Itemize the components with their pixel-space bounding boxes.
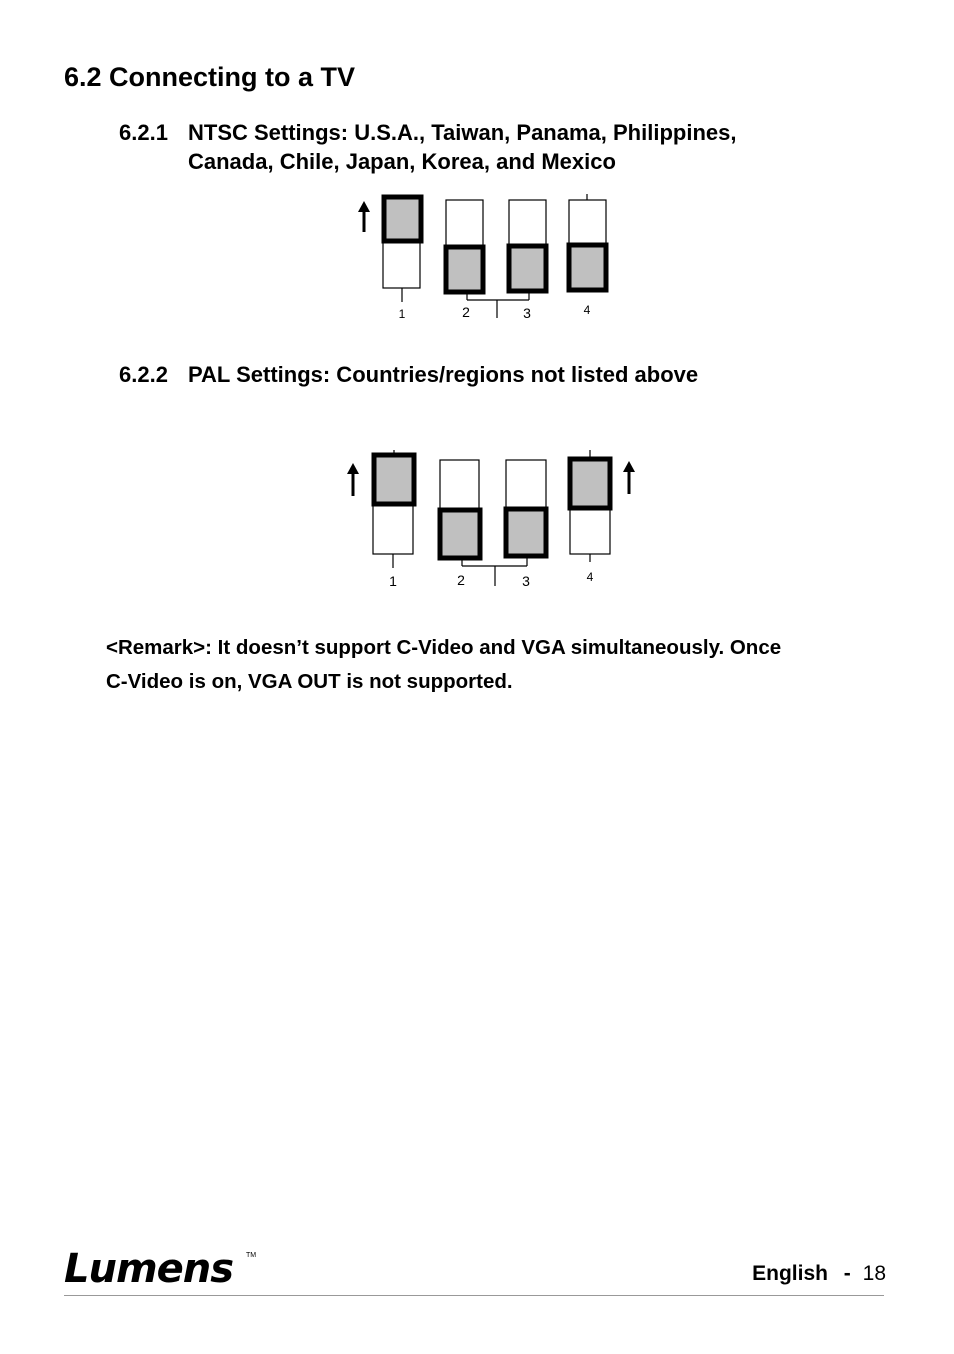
trademark-mark: TM xyxy=(246,1252,257,1259)
footer-divider xyxy=(64,1295,884,1296)
brand-wordmark: Lumens xyxy=(64,1246,234,1290)
pal-heading-title: PAL Settings: Countries/regions not listed above xyxy=(188,362,699,387)
remark-line-1: <Remark>: It doesn’t support C-Video and VGA simultaneously. Once xyxy=(106,636,782,659)
pal-switch-label-1: 1 xyxy=(389,573,397,589)
up-arrow-icon xyxy=(623,461,635,494)
ntsc-switch-label-2: 2 xyxy=(462,304,470,320)
ntsc-switch-label-4: 4 xyxy=(583,303,591,317)
ntsc-dip-switch-diagram xyxy=(350,190,620,326)
ntsc-switch-label-3: 3 xyxy=(523,305,531,321)
footer-separator: - xyxy=(843,1262,851,1285)
footer-language: English xyxy=(752,1262,828,1285)
pal-switch-1 xyxy=(373,450,414,568)
ntsc-switch-label-1: 1 xyxy=(398,307,406,321)
pal-heading xyxy=(119,360,879,390)
pal-dip-switch-diagram xyxy=(340,444,640,594)
pal-switch-label-4: 4 xyxy=(586,570,594,584)
up-arrow-icon xyxy=(358,201,370,232)
ntsc-heading-line2: Canada, Chile, Japan, Korea, and Mexico xyxy=(188,149,616,174)
ntsc-heading xyxy=(119,118,879,178)
pal-heading-number: 6.2.2 xyxy=(119,362,168,387)
remark-line-2: C-Video is on, VGA OUT is not supported. xyxy=(106,670,513,693)
pal-switch-2 xyxy=(440,460,480,566)
page-number: 18 xyxy=(862,1262,886,1285)
ntsc-switch-1 xyxy=(383,197,421,302)
lumens-logo xyxy=(62,1246,262,1290)
pal-switch-3 xyxy=(506,460,546,566)
ntsc-switch-3 xyxy=(509,200,546,300)
switch-2-3-bracket xyxy=(467,300,529,318)
page-footer-label xyxy=(752,1262,886,1286)
remark-note xyxy=(106,631,876,699)
ntsc-switch-2 xyxy=(446,200,483,300)
ntsc-switch-4 xyxy=(569,194,606,290)
pal-switch-4 xyxy=(570,450,610,562)
ntsc-heading-number: 6.2.1 xyxy=(119,120,168,145)
up-arrow-icon xyxy=(347,463,359,496)
ntsc-heading-line1: NTSC Settings: U.S.A., Taiwan, Panama, Philippines, xyxy=(188,120,737,145)
switch-2-3-bracket xyxy=(462,566,527,586)
section-title: 6.2 Connecting to a TV xyxy=(64,62,356,92)
pal-switch-label-2: 2 xyxy=(457,572,465,588)
pal-switch-label-3: 3 xyxy=(522,573,530,589)
